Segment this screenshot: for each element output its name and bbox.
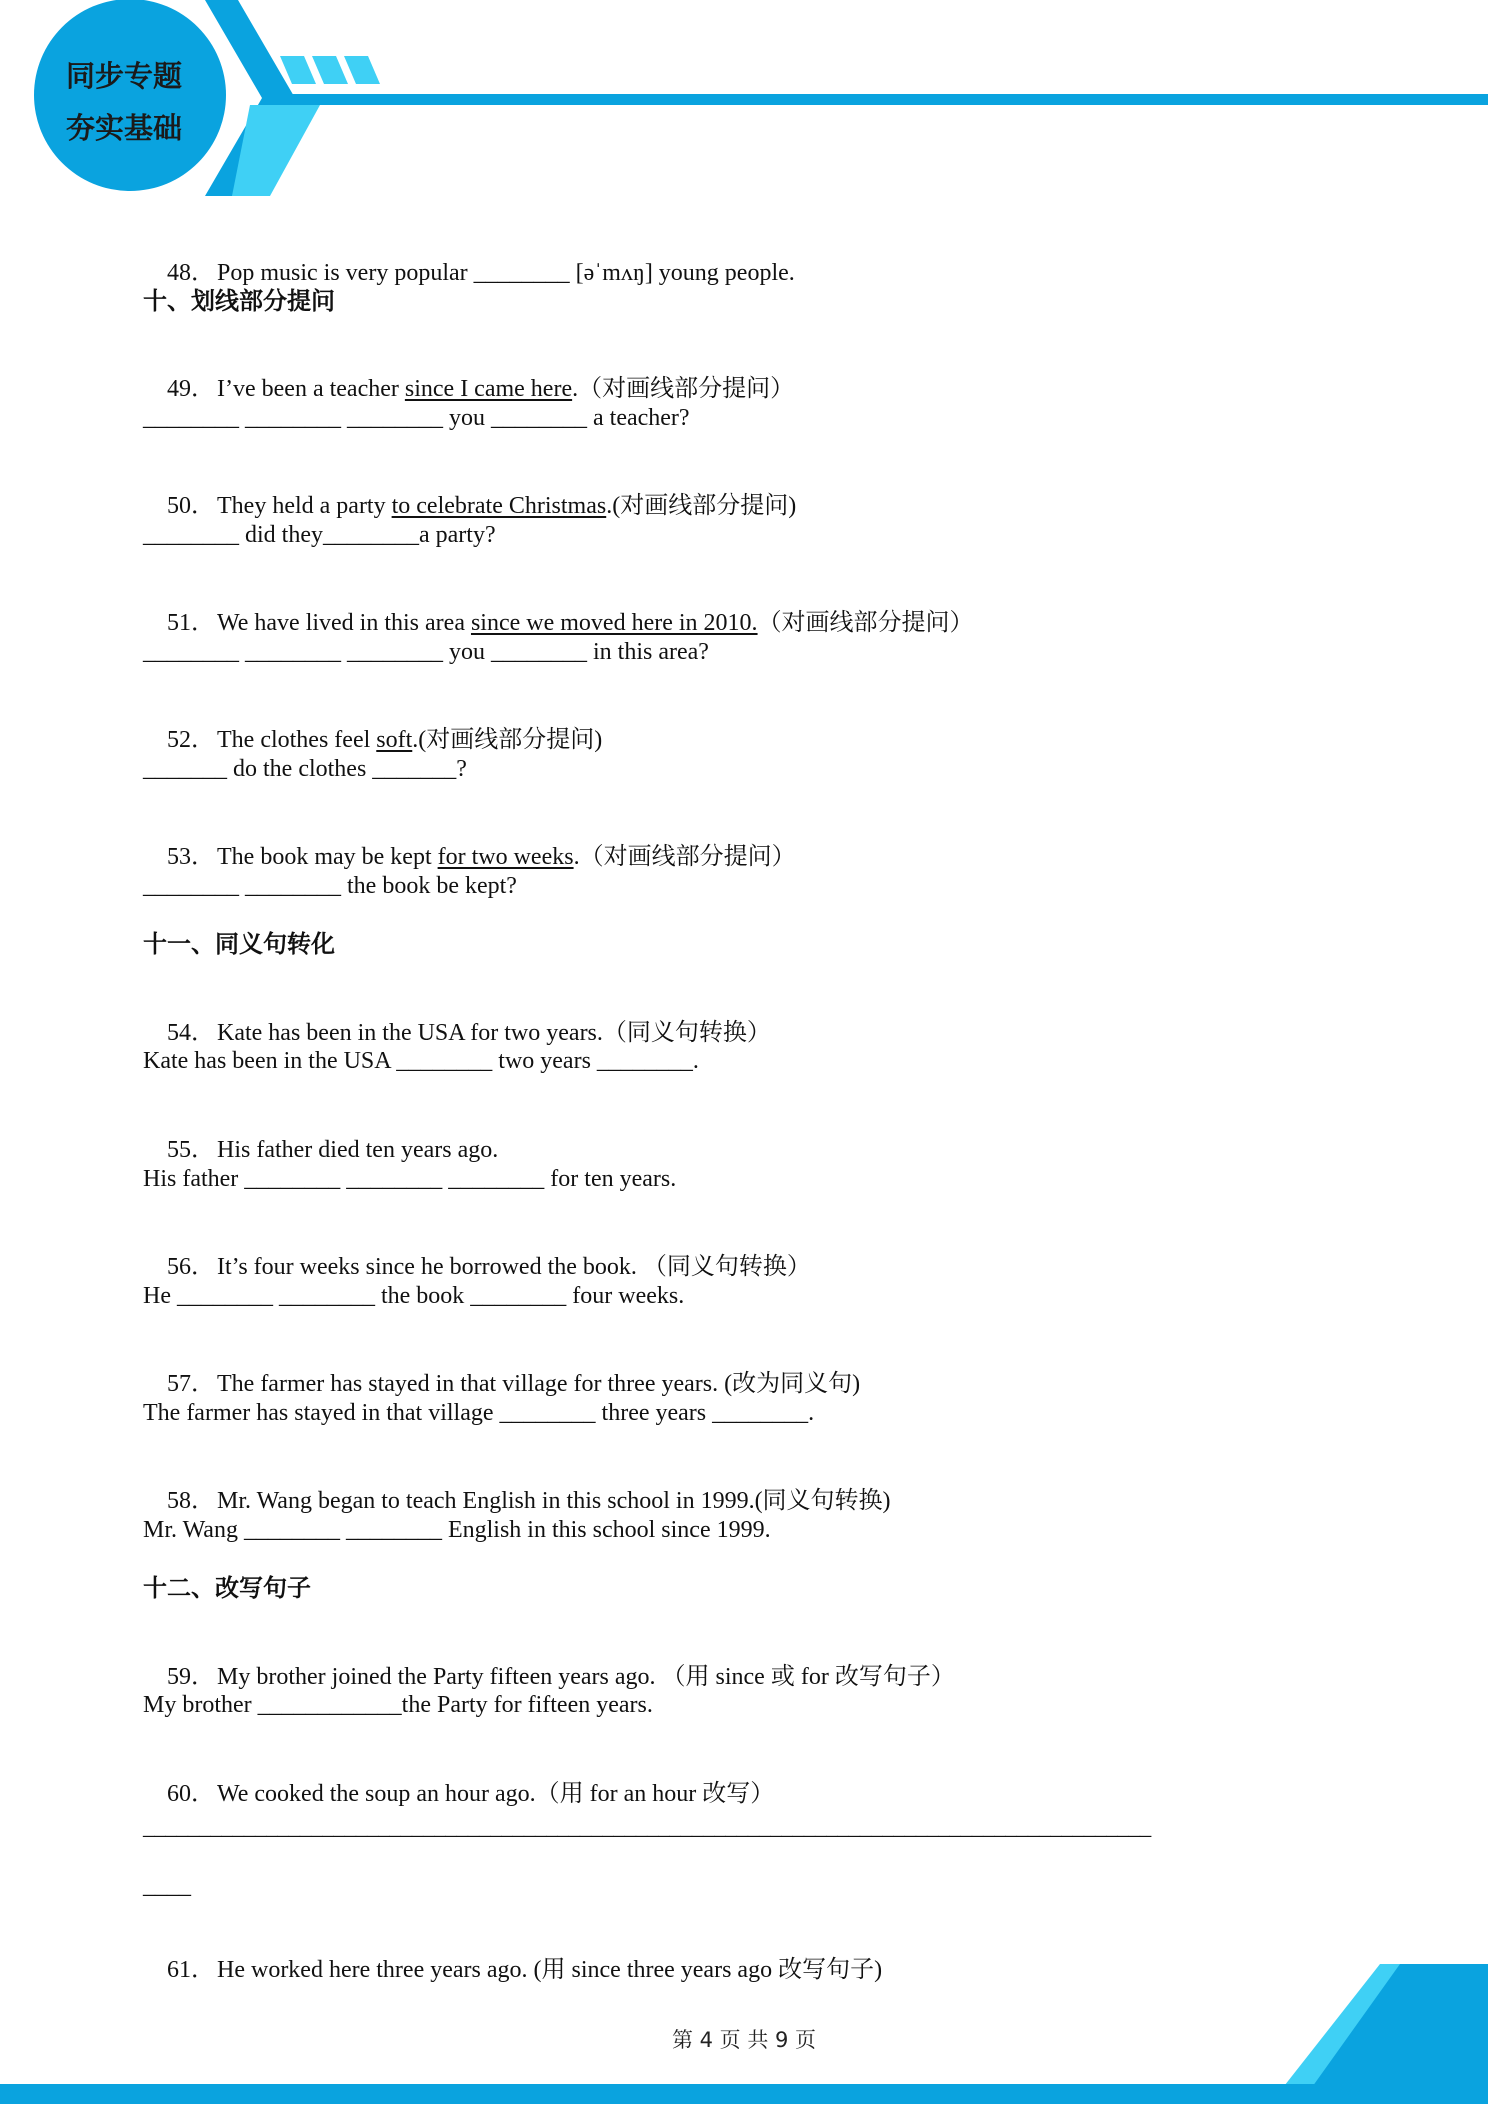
question-58: 58．Mr. Wang began to teach English in this school in 1999.(同义句转换) (167, 1488, 891, 1514)
underlined-phrase: to celebrate Christmas (391, 493, 607, 519)
footer-bar (0, 2084, 1488, 2104)
answer-line-58: Mr. Wang ________ ________ English in this school since 1999. (143, 1517, 771, 1543)
question-50: 50．They held a party to celebrate Christmas.(对画线部分提问) (167, 493, 797, 519)
question-51: 51．We have lived in this area since we moved here in 2010.（对画线部分提问） (167, 610, 974, 636)
answer-line-51: ________ ________ ________ you ________ in this area? (143, 639, 709, 665)
answer-line-56: He ________ ________ the book ________ four weeks. (143, 1283, 685, 1309)
question-54: 54．Kate has been in the USA for two years.（同义句转换） (167, 1020, 771, 1046)
badge-line-2: 夯实基础 (65, 111, 182, 145)
question-48: 48．Pop music is very popular ________ [əˈmʌŋ] young people. (167, 260, 795, 286)
answer-line-60b: ____ (143, 1873, 191, 1899)
underlined-phrase: since we moved here in 2010. (470, 610, 758, 636)
question-49: 49．I’ve been a teacher since I came here.（对画线部分提问） (167, 376, 795, 402)
header-stripe (270, 94, 1488, 105)
answer-line-54: Kate has been in the USA ________ two years ________. (143, 1048, 699, 1074)
answer-line-59: My brother ____________the Party for fifteen years. (143, 1692, 653, 1718)
question-52: 52．The clothes feel soft.(对画线部分提问) (167, 727, 603, 753)
question-61: 61．He worked here three years ago. (用 since three years ago 改写句子) (167, 1957, 883, 1983)
header-chevron-light (232, 105, 320, 196)
answer-line-57: The farmer has stayed in that village ________ three years ________. (143, 1400, 815, 1426)
header-badge-circle (34, 0, 226, 191)
question-56: 56．It’s four weeks since he borrowed the book. （同义句转换） (167, 1254, 811, 1280)
header-dash-3 (344, 56, 380, 84)
header-dash-2 (312, 56, 348, 84)
header-dash-1 (280, 56, 316, 84)
question-57: 57．The farmer has stayed in that village for three years. (改为同义句) (167, 1371, 861, 1397)
answer-line-49: ________ ________ ________ you ________ a teacher? (143, 405, 690, 431)
underlined-phrase: since I came here (404, 376, 573, 402)
section-heading-11: 十一、同义句转化 (143, 930, 335, 958)
question-60: 60．We cooked the soup an hour ago.（用 for an hour 改写） (167, 1781, 775, 1807)
question-55: 55．His father died ten years ago. (167, 1137, 499, 1163)
question-59: 59．My brother joined the Party fifteen years ago. （用 since 或 for 改写句子） (167, 1664, 955, 1690)
answer-line-55: His father ________ ________ ________ for ten years. (143, 1166, 677, 1192)
underlined-phrase: for two weeks (437, 844, 574, 870)
section-heading-12: 十二、改写句子 (143, 1574, 311, 1602)
answer-line-50: ________ did they________a party? (143, 522, 496, 548)
answer-line-52: _______ do the clothes _______? (143, 756, 467, 782)
answer-line-53: ________ ________ the book be kept? (143, 873, 517, 899)
section-heading-10: 十、划线部分提问 (143, 287, 335, 315)
page-number: 第 4 页 共 9 页 (671, 2028, 817, 2052)
header-banner (0, 0, 1488, 200)
underlined-phrase: soft (376, 727, 413, 753)
badge-line-1: 同步专题 (65, 59, 182, 93)
answer-line-60a: __________________________________________________________________________________________ (143, 1814, 1152, 1839)
question-53: 53．The book may be kept for two weeks.（对画线部分提问） (167, 844, 796, 870)
